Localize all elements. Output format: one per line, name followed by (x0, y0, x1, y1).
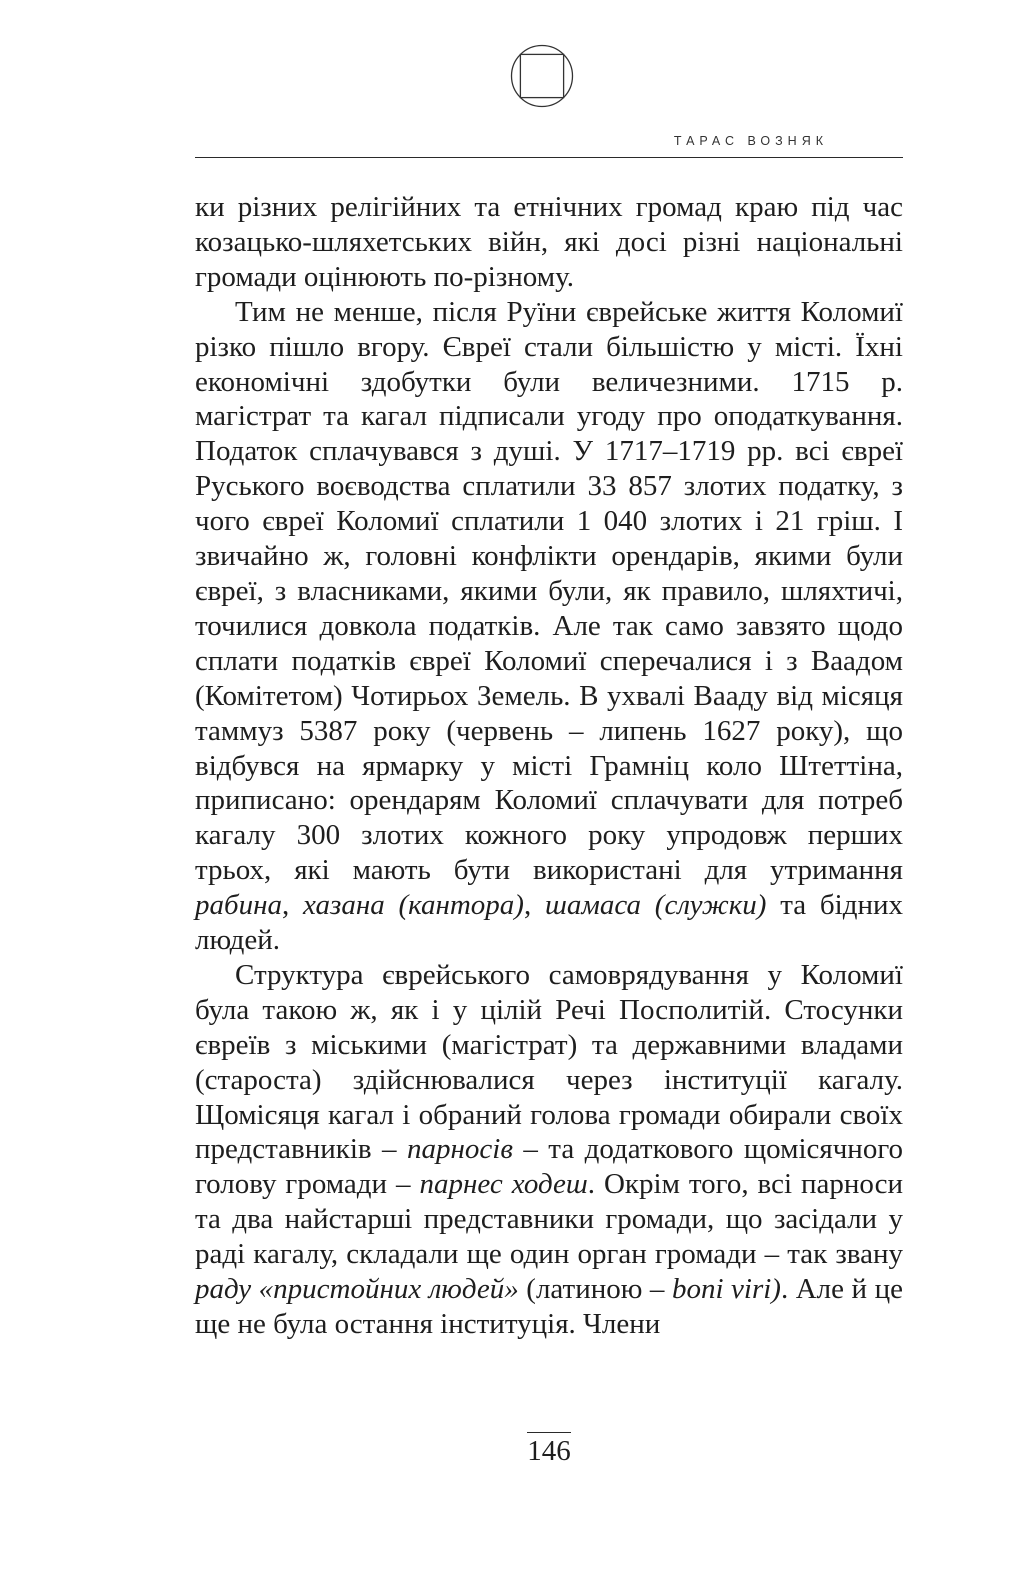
paragraph-2: Тим не менше, після Руїни єврейське життя Коломиї різко пішло вгору. Євреї стали більшістю у місті. Їхні економічні здобутки були величезними. 1715 р. магістрат та кагал підписали угоду про оподаткування. Податок сплачувався з душі. У 1717–1719 рр. всі євреї Руського воєводства сплатили 33 857 злотих податку, з чого євреї Коломиї сплатили 1 040 злотих і 21 гріш. І звичайно ж, головні конфлікти орендарів, якими були євреї, з власниками, якими були, як правило, шляхтичі, точилися довкола податків. Але так само завзято щодо сплати податків євреї Коломиї сперечалися і з Ваадом (Комітетом) Чотирьох Земель. В ухвалі Вааду від місяця таммуз 5387 року (червень – липень 1627 року), що відбувся на ярмарку у місті Грамніц коло Штеттіна, приписано: орендарям Коломиї сплачувати для потреб кагалу 300 злотих кожного року упродовж перших трьох, які мають бути використані для утримання рабина, хазана (кантора), шамаса (служки) та бідних людей. (195, 295, 903, 957)
body-text (195, 190, 903, 1342)
page-number (195, 1432, 903, 1468)
italic-term-khazan: хазана (кантора) (303, 889, 524, 922)
page-number-text: 146 (527, 1432, 571, 1468)
header-rule (195, 157, 903, 158)
italic-term-rada: раду «пристойних людей» (195, 1273, 519, 1306)
paragraph-2-text: Тим не менше, після Руїни єврейське життя Коломиї різко пішло вгору. Євреї стали більшістю у місті. Їхні економічні здобутки були величезними. 1715 р. магістрат та кагал підписали угоду про оподаткування. Податок сплачувався з душі. У 1717–1719 рр. всі євреї Руського воєводства сплатили 33 857 злотих податку, з чого євреї Коломиї сплатили 1 040 злотих і 21 гріш. І звичайно ж, головні конфлікти орендарів, якими були євреї, з власниками, якими були, як правило, шляхтичі, точилися довкола податків. Але так само завзято щодо сплати податків євреї Коломиї сперечалися і з Ваадом (Комітетом) Чотирьох Земель. В ухвалі Вааду від місяця таммуз 5387 року (червень – липень 1627 року), що відбувся на ярмарку у місті Грамніц коло Штеттіна, приписано: орендарям Коломиї сплачувати для потреб кагалу 300 злотих кожного року упродовж перших трьох, які мають бути використані для утримання (195, 295, 903, 887)
italic-term-boni-viri: boni viri) (671, 1273, 781, 1306)
italic-term-parnes-khodesh: парнес ходеш (419, 1168, 588, 1201)
paragraph-1: ки різних релігійних та етнічних громад краю під час козацько-шляхетських війн, які досі різні національні громади оцінюють по-різному. (195, 191, 903, 293)
italic-term-rabyn: рабина (195, 889, 282, 922)
running-head: ТАРАС ВОЗНЯК (673, 134, 828, 148)
italic-term-parnosy: парносів (407, 1133, 513, 1166)
paragraph-2-tail: та бідних людей. (195, 889, 903, 957)
circle-square-logo-icon (510, 44, 574, 108)
italic-term-shamas: шамаса (служки) (545, 889, 767, 922)
paragraph-3: Структура єврейського самоврядування у Коломиї була такою ж, як і у цілій Речі Посполитій. Стосунки євреїв з міськими (магістрат) та державними владами (староста) здійснювалися через інституції кагалу. Щомісяця кагал і обраний голова громади обирали своїх представників – парносів – та додаткового щомісячного голову громади – парнес ходеш. Окрім того, всі парноси та два найстарші представники громади, що засідали у раді кагалу, складали ще один орган громади – так звану раду «пристойних людей» (латиною – boni viri). Але й це ще не була остання інституція. Члени (195, 958, 904, 1340)
